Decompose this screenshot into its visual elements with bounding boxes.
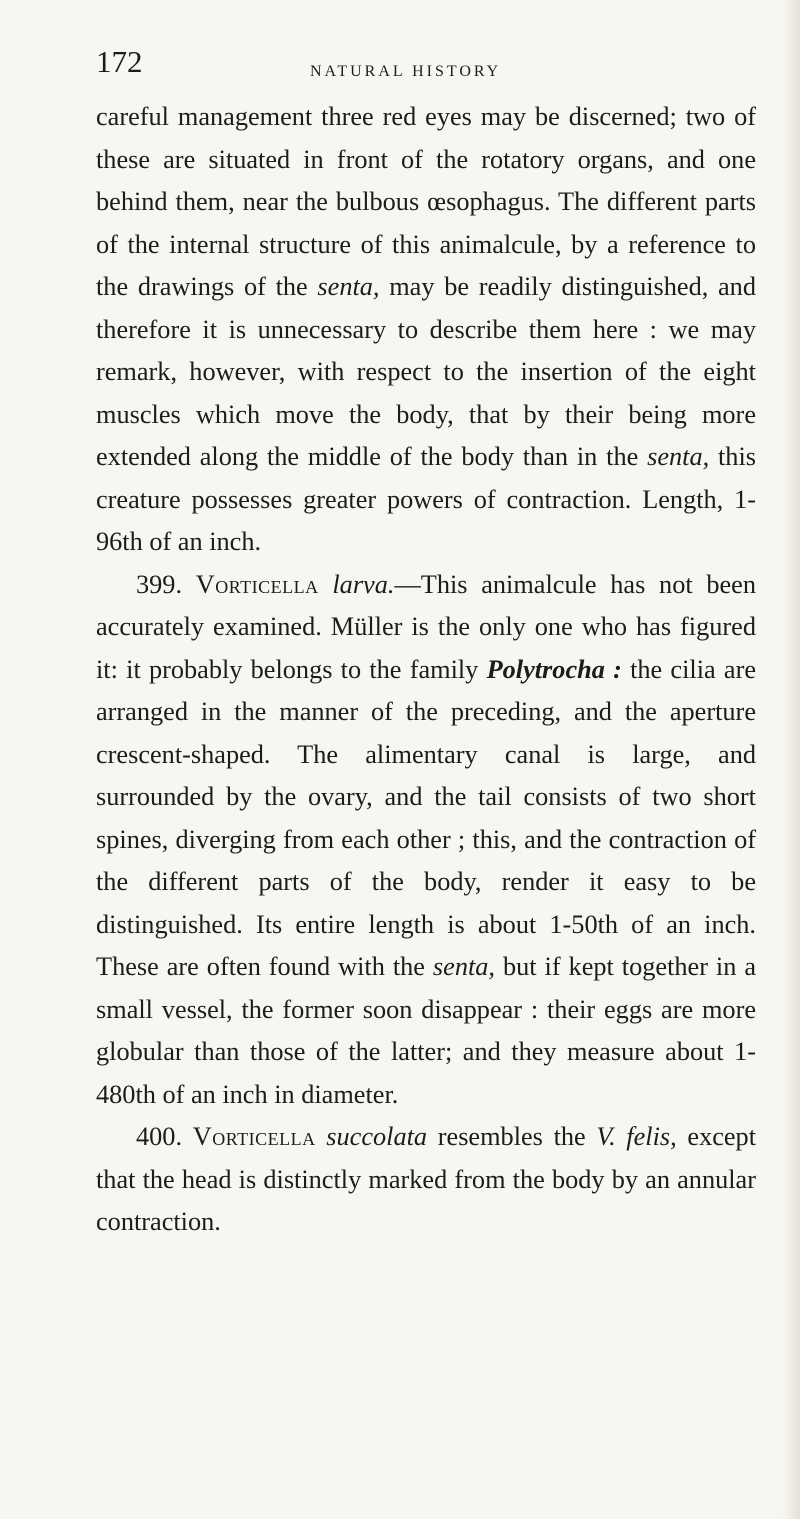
text-run: but if kept together in a small vessel, the former soon disappear : their eggs are more globular than those of the latter; and they measure about 1-480th of an inch in diameter. <box>96 952 756 1109</box>
page-edge-shadow <box>782 0 800 1519</box>
text-run: this creature possesses greater powers of contraction. Length, 1-96th of an inch. <box>96 442 756 556</box>
body-text <box>96 96 756 1244</box>
page-header <box>96 44 756 94</box>
text-run: resembles the <box>427 1122 597 1151</box>
text-run: the cilia are arranged in the manner of the preceding, and the aperture crescent-shaped. The alimentary canal is large, and surrounded by the ovary, and the tail consists of two short spines, diverging from each other ; this, and the contraction of the different parts of the body, render it easy to be distinguished. Its entire length is about 1-50th of an inch. These are often found with the <box>96 654 756 981</box>
text-run: —This animalcule has not been accurately examined. Müller is the only one who has figured it: it probably belongs to the family <box>96 569 757 684</box>
running-head: NATURAL HISTORY <box>310 63 502 80</box>
italic-term: senta, <box>317 272 380 301</box>
paragraph-continuation <box>96 96 756 564</box>
page-number: 172 <box>96 44 143 79</box>
family-name: Polytrocha : <box>486 654 622 684</box>
text-run: may be readily distinguished, and therefore it is unnecessary to describe them here : we may remark, however, with respect to the insertion of the eight muscles which move the body, that by their being more extended along the middle of the body than in the <box>96 272 756 471</box>
italic-term: senta, <box>647 442 710 471</box>
species-name: larva. <box>332 569 395 599</box>
paragraph-399 <box>96 564 756 1117</box>
italic-term: senta, <box>432 952 496 981</box>
italic-reference: V. felis, <box>596 1122 677 1151</box>
section-number: 399. <box>136 569 196 599</box>
section-number: 400. <box>136 1122 193 1151</box>
paragraph-400 <box>96 1116 756 1244</box>
text-run: except that the head is distinctly marked from the body by an annular contraction. <box>96 1122 757 1236</box>
genus-name: Vorticella <box>195 569 319 599</box>
species-name: succolata <box>326 1122 428 1151</box>
text-run: careful management three red eyes may be discerned; two of these are situated in front of the rotatory organs, and one behind them, near the bulbous œsophagus. The different parts of the internal structure of this animalcule, by a reference to the drawings of the <box>96 102 756 301</box>
genus-name: Vorticella <box>192 1122 316 1151</box>
